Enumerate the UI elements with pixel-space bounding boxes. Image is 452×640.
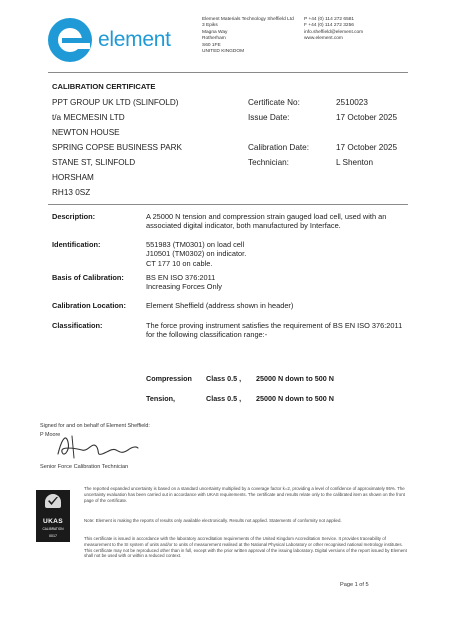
customer-line: HORSHAM: [52, 173, 94, 182]
customer-line: NEWTON HOUSE: [52, 128, 120, 137]
basis-line: Increasing Forces Only: [146, 282, 222, 292]
description-label: Description:: [52, 212, 96, 221]
description-value: [146, 212, 410, 231]
ukas-word: UKAS: [43, 518, 63, 525]
technician-value: L Shenton: [336, 158, 374, 167]
calibration-date-value: 17 October 2025: [336, 143, 397, 152]
class-range: 25000 N down to 500 N: [256, 374, 334, 383]
lab-address: [202, 17, 294, 55]
class-range: 25000 N down to 500 N: [256, 394, 334, 403]
ukas-sub: CALIBRATION: [42, 527, 64, 531]
description-line: associated digital indicator, both manufactured by Interface.: [146, 221, 341, 231]
location-value: Element Sheffield (address shown in header): [146, 301, 294, 310]
identification-label: Identification:: [52, 240, 101, 249]
classification-line: for the following classification range:-: [146, 330, 268, 340]
location-label: Calibration Location:: [52, 301, 126, 310]
identification-line: J10501 (TM0302) on indicator.: [146, 249, 247, 259]
signed-line: Signed for and on behalf of Element Sheffield:: [40, 423, 150, 429]
certificate-title: CALIBRATION CERTIFICATE: [52, 82, 156, 91]
contact-line: www.element.com: [304, 36, 343, 42]
uncertainty-statement: The reported expanded uncertainty is based on a standard uncertainty multiplied by a coverage factor k=2, providing a level of confidence of approximately 95%. The uncertainty evaluation has been carried out in accordance with UKAS requirements. The certificate and results relate only to the calibrated item as shown on the front page of the certificate.: [84, 486, 405, 503]
address-line: Rotherham: [202, 36, 226, 42]
address-line: S60 1FE: [202, 42, 221, 48]
issue-date-value: 17 October 2025: [336, 113, 397, 122]
customer-line: STANE ST, SLINFOLD: [52, 158, 136, 167]
classification-line: The force proving instrument satisfies the requirement of BS EN ISO 376:2011: [146, 321, 403, 330]
identification-value: [146, 240, 246, 268]
description-line: A 25000 N tension and compression strain gauged load cell, used with an: [146, 212, 387, 221]
class-value: Class 0.5 ,: [206, 394, 242, 403]
contact-line: F +44 (0) 114 272 3256: [304, 23, 354, 29]
address-line: Element Materials Technology Sheffield Ltd: [202, 17, 294, 22]
address-line: Magna Way: [202, 29, 228, 35]
note-statement: Note: Element is making the reports of results only available electronically. Results not applied. Statements of conformity not applied.: [84, 518, 342, 523]
classification-value: [146, 321, 416, 340]
section-divider: [48, 204, 408, 205]
contact-line: P +44 (0) 114 272 6581: [304, 17, 355, 22]
certificate-no-label: Certificate No:: [248, 98, 300, 107]
customer-line: PPT GROUP UK LTD (SLINFOLD): [52, 98, 179, 107]
class-mode: Compression: [146, 374, 192, 383]
handwritten-signature: [52, 428, 142, 464]
element-logo-gap: [76, 43, 90, 49]
technician-label: Technician:: [248, 158, 289, 167]
identification-line: CT 177 10 on cable.: [146, 258, 213, 268]
lab-contact: [304, 17, 363, 43]
class-value: Class 0.5 ,: [206, 374, 242, 383]
ukas-number: 0017: [49, 534, 57, 538]
customer-line: SPRING COPSE BUSINESS PARK: [52, 143, 182, 152]
header-divider: [48, 72, 408, 73]
class-mode: Tension,: [146, 394, 176, 403]
address-line: 3 Epiks: [202, 23, 218, 29]
accreditation-statement: This certificate is issued in accordance with the laboratory accreditation requirements of the United Kingdom Accreditation Service. It provides traceability of measurement to the SI system of units and/or to units of measurement realised at the National Physical Laboratory or other recognised national metrology institutes. This certificate may not be reproduced other than in full, except with the prior written approval of the issuing laboratory. Digital versions of the report issued by Element shall not be used with or within a reduced context.: [84, 536, 407, 559]
certificate-no-value: 2510023: [336, 98, 368, 107]
customer-line: RH13 0SZ: [52, 188, 91, 197]
basis-label: Basis of Calibration:: [52, 273, 124, 282]
signatory-title: Senior Force Calibration Technician: [40, 464, 129, 470]
page-number: Page 1 of 5: [340, 582, 369, 588]
signatory-name: P Moore: [40, 432, 61, 438]
element-wordmark: element: [98, 28, 171, 51]
calibration-date-label: Calibration Date:: [248, 143, 309, 152]
basis-line: BS EN ISO 376:2011: [146, 273, 216, 282]
classification-label: Classification:: [52, 321, 103, 330]
identification-line: 551983 (TM0301) on load cell: [146, 240, 245, 249]
customer-line: t/a MECMESIN LTD: [52, 113, 125, 122]
basis-value: [146, 273, 222, 292]
issue-date-label: Issue Date:: [248, 113, 290, 122]
contact-line: info.sheffield@element.com: [304, 29, 364, 35]
address-line: UNITED KINGDOM: [202, 49, 245, 55]
